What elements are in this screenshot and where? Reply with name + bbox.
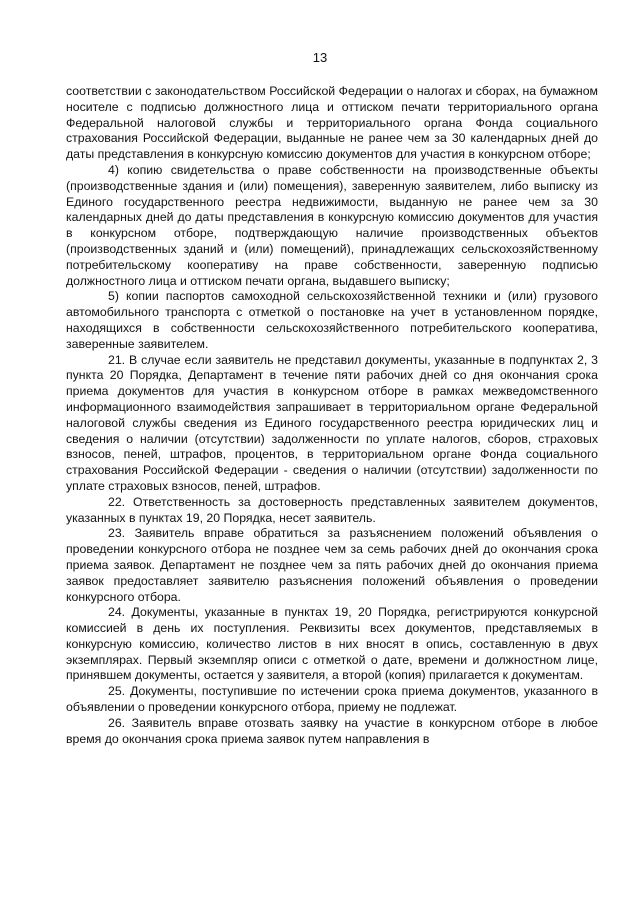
- paragraph-continuation: соответствии с законодательством Российской Федерации о налогах и сборах, на бумажном носителе с подписью должностного лица и оттиском печати территориального органа Федеральной налоговой службы и территориального органа Фонда социального страхования Российской Федерации, выданные не ранее чем за 30 календарных дней до даты представления в конкурсную комиссию документов для участия в конкурсном отборе;: [66, 84, 598, 162]
- paragraph-24: 24. Документы, указанные в пунктах 19, 20 Порядка, регистрируются конкурсной комиссией в день их поступления. Реквизиты всех документов, представляемых в конкурсную комиссию, количество листов в них вносят в опись, составленную в двух экземплярах. Первый экземпляр описи с отметкой о дате, времени и должностном лице, принявшем документы, остается у заявителя, а второй (копия) прилагается к документам.: [66, 605, 598, 683]
- paragraph-22: 22. Ответственность за достоверность представленных заявителем документов, указанных в пунктах 19, 20 Порядка, несет заявитель.: [66, 494, 598, 525]
- paragraph-26: 26. Заявитель вправе отозвать заявку на участие в конкурсном отборе в любое время до окончания срока приема заявок путем направления в: [66, 715, 598, 746]
- paragraph-item-5: 5) копии паспортов самоходной сельскохозяйственной техники и (или) грузового автомобильного транспорта с отметкой о постановке на учет в установленном порядке, находящихся в собственности сельскохозяйственного потребительского кооператива, заверенные заявителем.: [66, 289, 598, 351]
- page-number: 13: [312, 50, 328, 65]
- paragraph-23: 23. Заявитель вправе обратиться за разъяснением положений объявления о проведении конкурсного отбора не позднее чем за семь рабочих дней до окончания срока приема заявок. Департамент не позднее чем за пять рабочих дней до окончания приема заявок предоставляет заявителю разъяснения положений объявления о проведении конкурсного отбора.: [66, 526, 598, 604]
- paragraph-21: 21. В случае если заявитель не представил документы, указанные в подпунктах 2, 3 пункта 20 Порядка, Департамент в течение пяти рабочих дней со дня окончания срока приема документов для участия в конкурсном отборе в рамках межведомственного информационного взаимодействия запрашивает в территориальном органе Федеральной налоговой службы сведения из Единого государственного реестра юридических лиц и сведения о наличии (отсутствии) задолженности по уплате налогов, сборов, страховых взносов, пеней, штрафов, процентов, в территориальном органе Фонда социального страхования Российской Федерации - сведения о наличии (отсутствии) задолженности по уплате страховых взносов, пеней, штрафов.: [66, 352, 598, 493]
- paragraph-item-4: 4) копию свидетельства о праве собственности на производственные объекты (производственные здания и (или) помещения), заверенную заявителем, либо выписку из Единого государственного реестра недвижимости, выданную не ранее чем за 30 календарных дней до даты представления в конкурсную комиссию документов для участия в конкурсном отборе, подтверждающую наличие производственных объектов (производственных зданий и (или) помещений), принадлежащих сельскохозяйственному потребительскому кооперативу на праве собственности, заверенную подписью должностного лица и оттиском печати органа, выдавшего выписку;: [66, 162, 598, 288]
- paragraph-25: 25. Документы, поступившие по истечении срока приема документов, указанного в объявлении о проведении конкурсного отбора, приему не подлежат.: [66, 684, 598, 715]
- document-body: [66, 84, 598, 747]
